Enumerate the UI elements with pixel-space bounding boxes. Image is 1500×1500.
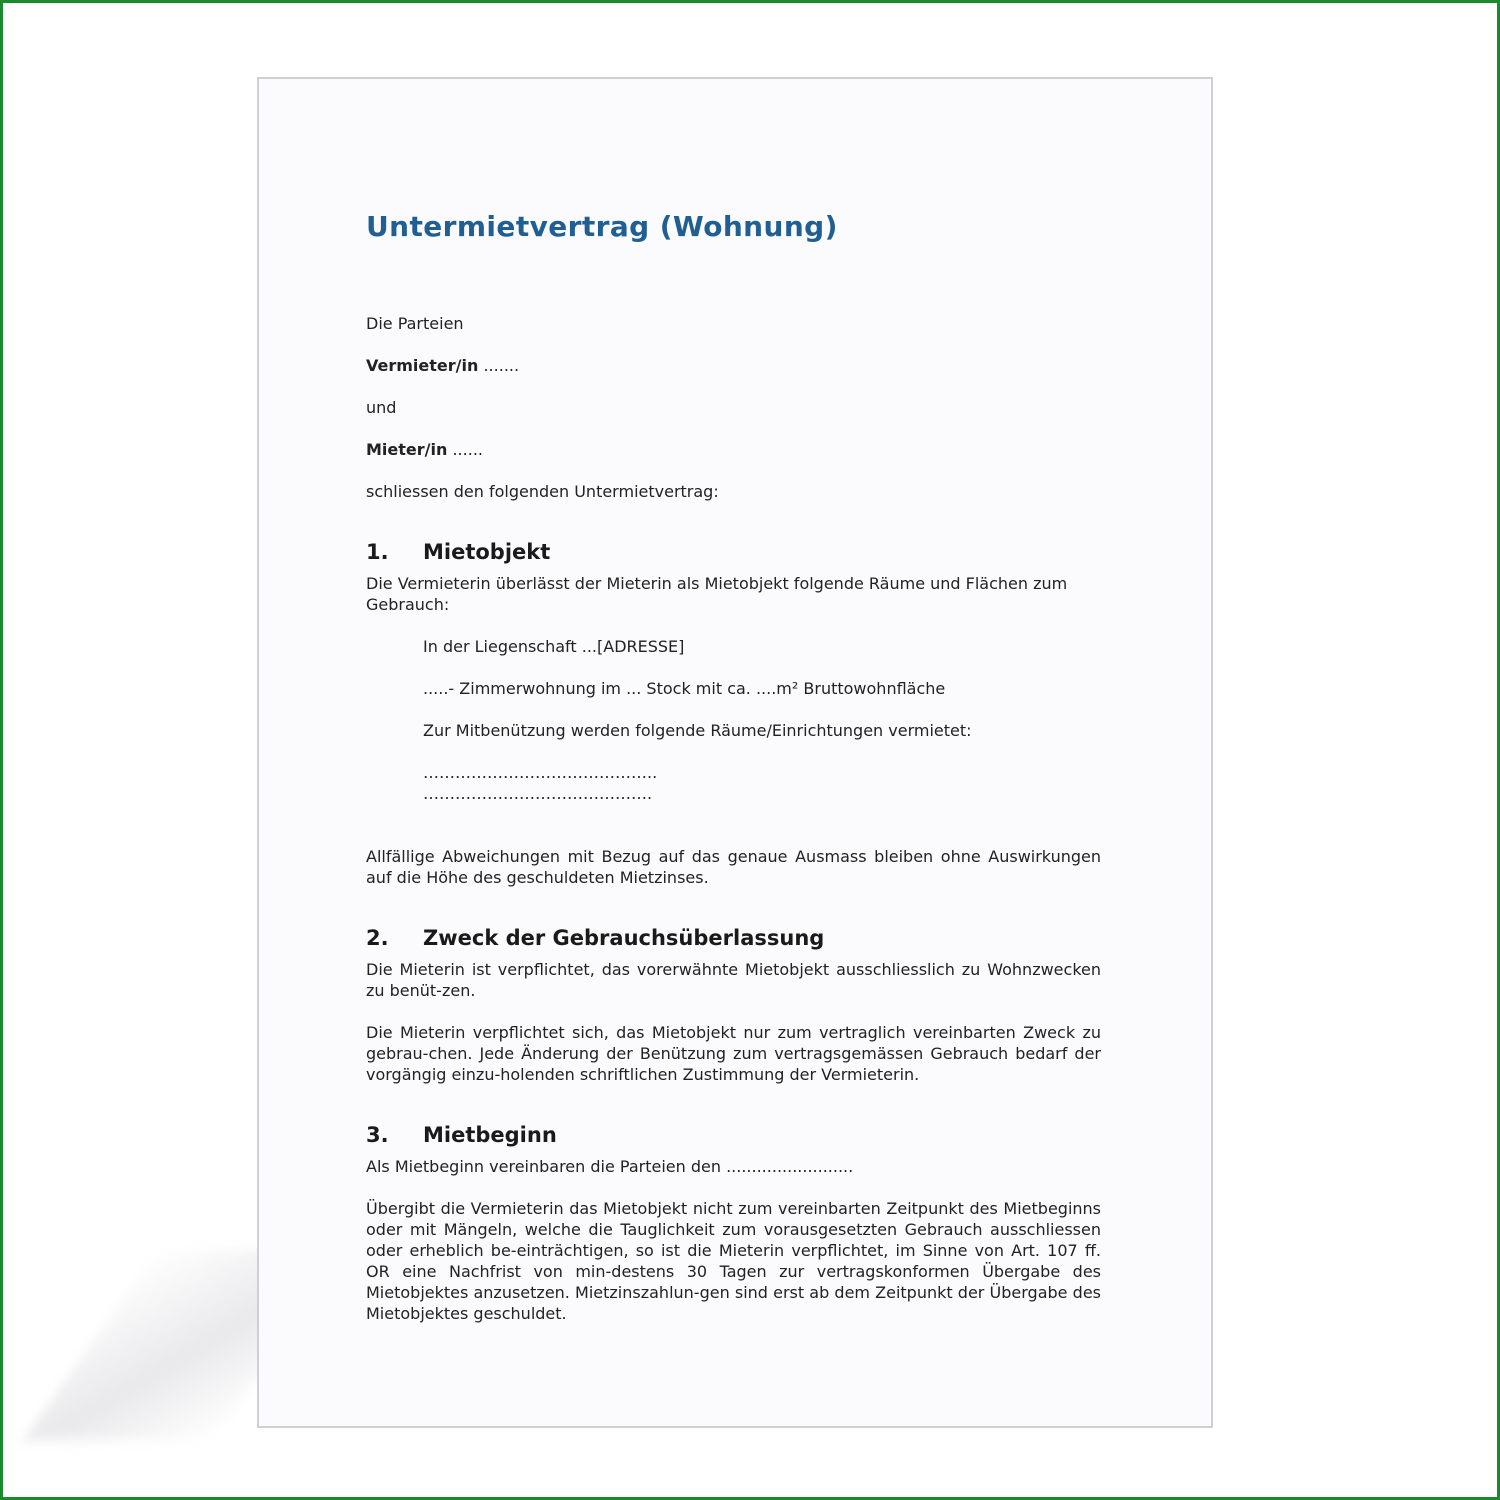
document-title: Untermietvertrag (Wohnung) xyxy=(366,210,838,243)
section-3-heading xyxy=(366,1121,1101,1149)
section-2-paragraph-2: Die Mieterin verpflichtet sich, das Mietobjekt nur zum vertraglich vereinbarten Zweck zu gebrau-chen. Jede Änderung der Benützung zum vertragsgemässen Gebrauch bedarf der vorgängig einzu-holenden schriftlichen Zustimmung der Vermieterin. xyxy=(366,1023,1101,1084)
section-2-paragraph-1: Die Mieterin ist verpflichtet, das vorerwähnte Mietobjekt ausschliesslich zu Wohnzwecken zu benüt-zen. xyxy=(366,960,1101,1000)
intro-landlord xyxy=(366,355,1101,376)
section-1-lead: Die Vermieterin überlässt der Mieterin als Mietobjekt folgende Räume und Flächen zum Gebrauch: xyxy=(366,574,1068,614)
section-1-dotted-line-1: …………………………………….. xyxy=(423,763,658,782)
intro-closing: schliessen den folgenden Untermietvertrag: xyxy=(366,482,719,501)
tenant-label: Mieter/in xyxy=(366,440,448,459)
section-3-number: 3. xyxy=(366,1123,389,1147)
landlord-label: Vermieter/in xyxy=(366,356,479,375)
section-1-address: In der Liegenschaft ...[ADRESSE] xyxy=(423,637,685,656)
document-page xyxy=(257,77,1213,1428)
section-2-number: 2. xyxy=(366,926,389,950)
intro-tenant xyxy=(366,439,1101,460)
section-3-paragraph-2: Übergibt die Vermieterin das Mietobjekt nicht zum vereinbarten Zeitpunkt des Mietbeginns oder mit Mängeln, welche die Tauglichkeit zum vorausgesetzten Gebrauch ausschliessen oder erheblich be-einträchtigen, so ist die Mieterin verpflichtet, im Sinne von Art. 107 ff. OR eine Nachfrist von min-destens 30 Tagen zur vertragskonformen Übergabe des Mietobjektes anzusetzen. Mietzinszahlun-gen sind erst ab dem Zeitpunkt der Übergabe des Mietobjektes geschuldet. xyxy=(366,1199,1101,1323)
section-1-note: Allfällige Abweichungen mit Bezug auf das genaue Ausmass bleiben ohne Auswirkungen auf die Höhe des geschuldeten Mietzinses. xyxy=(366,847,1101,887)
section-1-title: Mietobjekt xyxy=(423,540,551,564)
landlord-value: ....... xyxy=(483,356,520,375)
section-1-number: 1. xyxy=(366,540,389,564)
intro-and: und xyxy=(366,398,397,417)
section-2-title: Zweck der Gebrauchsüberlassung xyxy=(423,926,825,950)
section-2-heading xyxy=(366,924,1101,952)
section-1-shared: Zur Mitbenützung werden folgende Räume/Einrichtungen vermietet: xyxy=(423,721,972,740)
section-1-rooms: .....- Zimmerwohnung im ... Stock mit ca. ....m² Bruttowohnfläche xyxy=(423,679,946,698)
section-3-title: Mietbeginn xyxy=(423,1123,557,1147)
document-content xyxy=(366,209,1101,1324)
intro-parties: Die Parteien xyxy=(366,314,464,333)
section-1-dotted-line-2: ……………………………………. xyxy=(423,784,653,803)
section-1-heading xyxy=(366,538,1101,566)
section-3-paragraph-1: Als Mietbeginn vereinbaren die Parteien den ......................... xyxy=(366,1157,854,1176)
tenant-value: ...... xyxy=(452,440,483,459)
